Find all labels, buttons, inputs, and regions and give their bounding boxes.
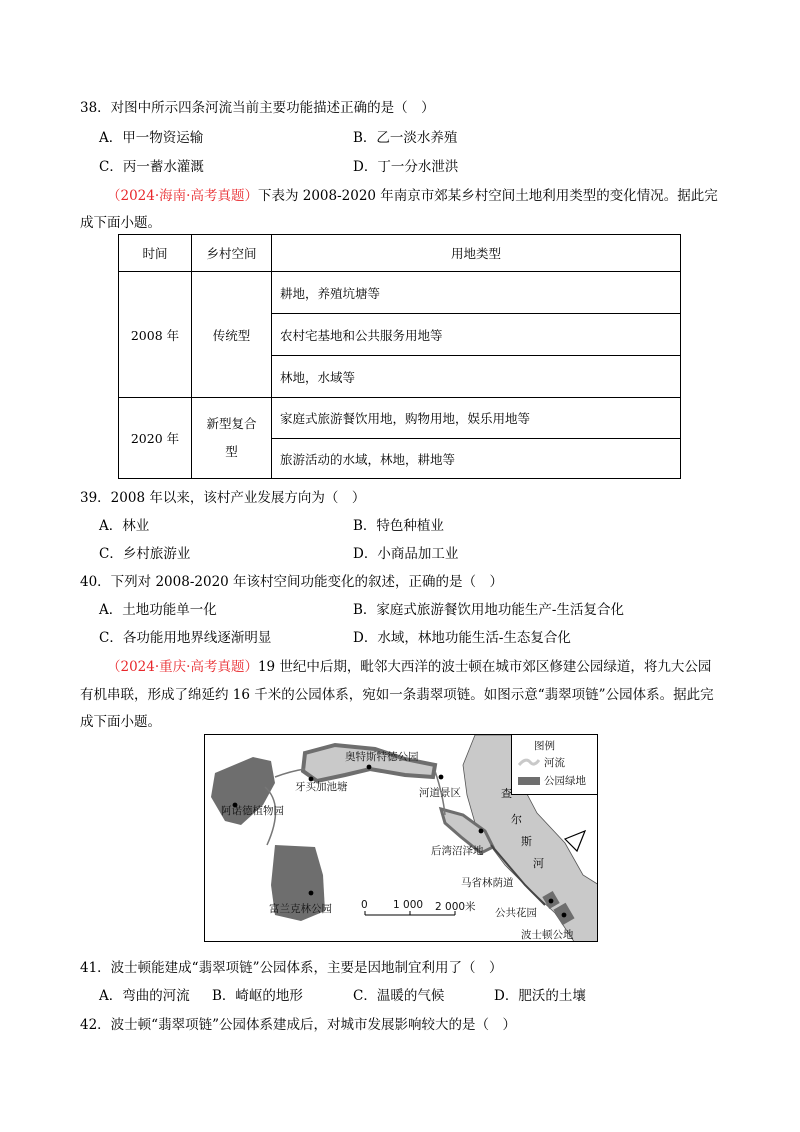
header-landuse: 用地类型 xyxy=(272,235,681,272)
label-common: 波士顿公地 xyxy=(521,929,574,941)
space-new-composite xyxy=(192,398,272,479)
legend-river-label: 河流 xyxy=(544,757,565,769)
source-hainan: （2024·海南·高考真题） xyxy=(107,188,258,204)
scale-zero: 0 xyxy=(361,899,368,911)
q38-option-d: D．丁一分水泄洪 xyxy=(353,159,459,175)
label-charles-3: 斯 xyxy=(521,835,532,848)
q41-option-d: D．肥沃的土壤 xyxy=(494,988,586,1004)
q39-option-c: C．乡村旅游业 xyxy=(99,546,191,562)
intro-1-line-1 xyxy=(107,184,718,204)
legend-park-label: 公园绿地 xyxy=(544,775,586,787)
label-charles-4: 河 xyxy=(533,857,544,870)
year-2008: 2008 年 xyxy=(119,272,192,398)
header-time: 时间 xyxy=(119,235,192,272)
q39-option-b: B．特色种植业 xyxy=(353,518,444,534)
label-olmsted: 奥特斯特德公园 xyxy=(345,751,419,763)
table-cell: 林地，水域等 xyxy=(272,356,681,398)
map-legend xyxy=(511,735,598,795)
legend-park-swatch xyxy=(518,777,540,785)
legend-river-swatch xyxy=(518,757,540,767)
label-mall: 马省林荫道 xyxy=(461,877,514,889)
table-cell: 家庭式旅游餐饮用地，购物用地，娱乐用地等 xyxy=(272,398,681,439)
intro-2-line-1 xyxy=(107,655,711,675)
table-cell: 耕地，养殖坑塘等 xyxy=(272,272,681,314)
header-space: 乡村空间 xyxy=(192,235,272,272)
label-charles-1: 查 xyxy=(501,787,512,800)
question-41-stem: 41．波士顿能建成“翡翠项链”公园体系，主要是因地制宜利用了（ ） xyxy=(80,960,503,976)
intro-1-line-2: 成下面小题。 xyxy=(80,215,161,231)
label-backbay: 后湾沼泽地 xyxy=(431,845,484,857)
year-2020: 2020 年 xyxy=(119,398,192,479)
q41-option-c: C．温暖的气候 xyxy=(353,988,445,1004)
emerald-necklace-map xyxy=(204,734,598,942)
q38-option-c: C．丙一蓄水灌溉 xyxy=(99,159,204,175)
label-jamaica: 牙买加池塘 xyxy=(295,781,348,793)
olmsted-dot xyxy=(367,765,372,770)
label-riverway: 河道景区 xyxy=(419,787,461,799)
label-garden: 公共花园 xyxy=(495,907,537,919)
space-line-2: 型 xyxy=(225,444,238,459)
intro-1-text: 下表为 2008-2020 年南京市郊某乡村空间土地利用类型的变化情况。据此完 xyxy=(257,188,718,204)
franklin-dot xyxy=(309,891,314,896)
land-use-table xyxy=(118,234,681,479)
space-traditional: 传统型 xyxy=(192,272,272,398)
backbay-dot xyxy=(479,829,484,834)
q41-option-b: B．崎岖的地形 xyxy=(212,988,303,1004)
q40-option-d: D．水域，林地功能生活-生态复合化 xyxy=(353,630,571,646)
intro-2-text: 19 世纪中后期，毗邻大西洋的波士顿在城市郊区修建公园绿道，将九大公园 xyxy=(257,659,712,675)
q38-option-a: A．甲一物资运输 xyxy=(99,130,204,146)
question-39-stem: 39．2008 年以来，该村产业发展方向为（ ） xyxy=(80,490,366,506)
q40-option-a: A．土地功能单一化 xyxy=(99,602,217,618)
q39-option-a: A．林业 xyxy=(99,518,150,534)
q40-option-b: B．家庭式旅游餐饮用地功能生产-生活复合化 xyxy=(353,602,624,618)
label-charles-2: 尔 xyxy=(511,813,522,826)
label-arboretum: 阿诺德植物园 xyxy=(221,805,284,817)
intro-2-line-3: 成下面小题。 xyxy=(80,714,161,730)
garden-dot xyxy=(549,899,554,904)
question-38-stem: 38．对图中所示四条河流当前主要功能描述正确的是（ ） xyxy=(80,100,435,116)
q39-option-d: D．小商品加工业 xyxy=(353,546,459,562)
question-40-stem: 40．下列对 2008-2020 年该村空间功能变化的叙述，正确的是（ ） xyxy=(80,574,504,590)
table-cell: 农村宅基地和公共服务用地等 xyxy=(272,314,681,356)
label-franklin: 富兰克林公园 xyxy=(269,903,332,915)
riverway-dot xyxy=(439,775,444,780)
intro-2-line-2: 有机串联，形成了绵延约 16 千米的公园体系，宛如一条翡翠项链。如图示意“翡翠项链”公园体系。据此完 xyxy=(80,687,714,703)
legend-title: 图例 xyxy=(534,740,555,752)
greenway-line xyxy=(275,769,305,777)
q41-option-a: A．弯曲的河流 xyxy=(99,988,190,1004)
scale-end: 2 000米 xyxy=(435,901,476,913)
question-42-stem: 42．波士顿“翡翠项链”公园体系建成后，对城市发展影响较大的是（ ） xyxy=(80,1017,516,1033)
common-dot xyxy=(562,913,567,918)
source-chongqing: （2024·重庆·高考真题） xyxy=(107,659,258,675)
space-line-1: 新型复合 xyxy=(206,416,257,431)
scale-mid: 1 000 xyxy=(393,899,424,911)
q40-option-c: C．各功能用地界线逐渐明显 xyxy=(99,630,272,646)
table-cell: 旅游活动的水域，林地，耕地等 xyxy=(272,439,681,479)
q38-option-b: B．乙一淡水养殖 xyxy=(353,130,458,146)
